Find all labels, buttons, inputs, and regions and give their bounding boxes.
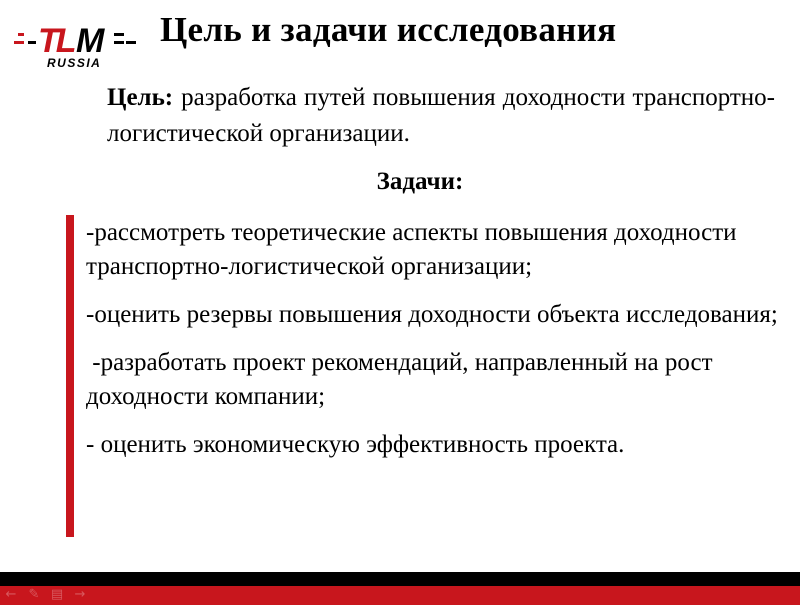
goal-label: Цель: [107, 84, 174, 111]
logo-sub-text: RUSSIA [47, 56, 102, 70]
goal-paragraph [107, 80, 775, 152]
accent-bar [66, 215, 74, 537]
task-item: -рассмотреть теоретические аспекты повышения доходности транспортно-логистической организации; [86, 219, 737, 280]
footer-stripe-black [0, 572, 800, 586]
svg-text:M: M [76, 22, 105, 60]
arrow-right-icon[interactable]: → [74, 587, 86, 602]
footer-stripe-red [0, 586, 800, 605]
tasks-list [86, 216, 786, 462]
tasks-heading: Задачи: [376, 168, 464, 195]
task-item: -оценить резервы повышения доходности объекта исследования; [86, 301, 778, 328]
slideshow-nav [2, 587, 89, 603]
task-item: -разработать проект рекомендаций, направленный на рост доходности компании; [86, 349, 719, 410]
goal-text: разработка путей повышения доходности транспортно-логистической организации. [107, 84, 775, 147]
task-item: - оценить экономическую эффективность проекта. [86, 431, 625, 458]
slide-title: Цель и задачи исследования [160, 10, 617, 49]
svg-text:TL: TL [38, 22, 74, 60]
menu-icon[interactable]: ▤ [50, 587, 64, 602]
tlm-russia-logo [14, 12, 138, 70]
pen-icon[interactable]: ✎ [28, 587, 40, 602]
arrow-left-icon[interactable]: ← [5, 587, 17, 602]
